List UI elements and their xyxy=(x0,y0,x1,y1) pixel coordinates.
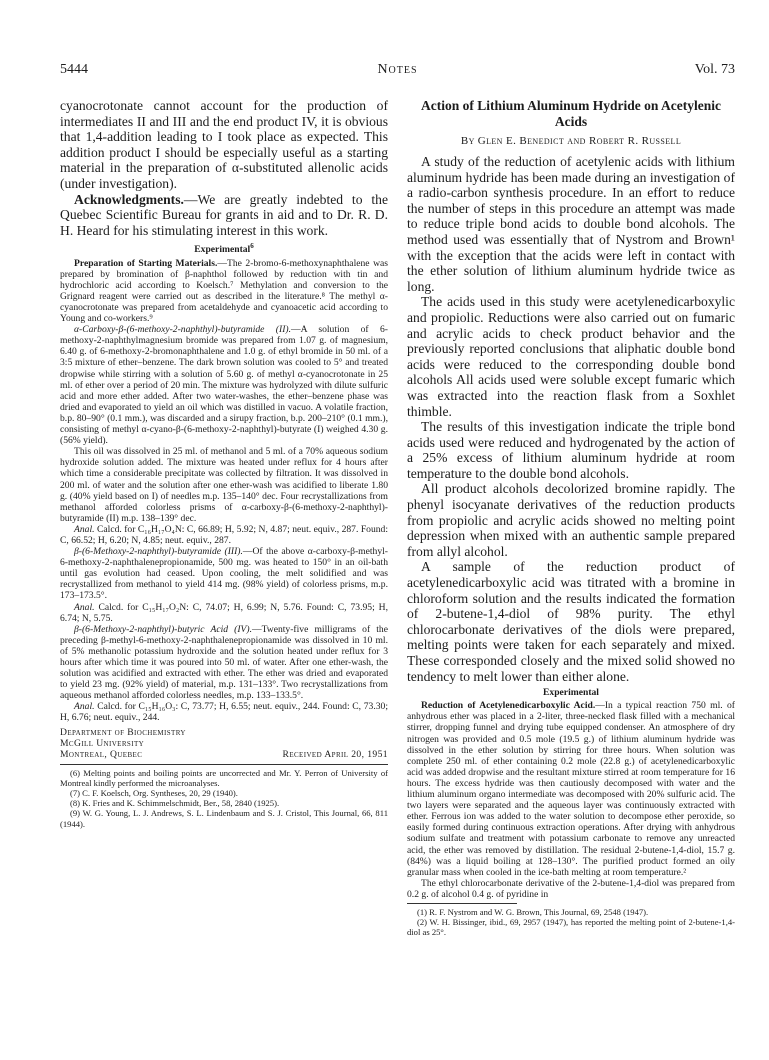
iv-heading: β-(6-Methoxy-2-naphthyl)-butyric Acid (IV). xyxy=(74,623,252,635)
intro-paragraph: cyanocrotonate cannot account for the production of intermediates II and III and the end product IV, it is obvious that 1,4-addition leading to I took place as expected. This addition product I should be especially useful as a starting material in the preparation of α-substituted allenolic acids (under investigation). xyxy=(60,98,388,191)
dept-line-2: McGill University xyxy=(60,737,145,749)
footnote-6: (6) Melting points and boiling points are uncorrected and Mr. Y. Perron of University of Montreal kindly performed the microanalyses. xyxy=(60,767,388,788)
right-paragraph-4: All product alcohols decolorized bromine rapidly. The phenyl isocyanate derivatives of the reduction products from propiolic and acrylic acids showed no melting point depression when mixed with an authentic sample prepared from allyl alcohol. xyxy=(407,481,735,559)
amide-heading: α-Carboxy-β-(6-methoxy-2-naphthyl)-butyramide (II). xyxy=(74,324,291,336)
article-title: Action of Lithium Aluminum Hydride on Acetylenic Acids xyxy=(420,98,721,129)
prep-heading: Preparation of Starting Materials. xyxy=(74,257,218,269)
right-experimental-heading: Experimental xyxy=(543,687,599,699)
ethyl-paragraph: The ethyl chlorocarbonate derivative of the 2-butene-1,4-diol was prepared from 0.2 g. of alcohol 0.4 g. of pyridine in xyxy=(407,877,735,900)
byline: By Glen E. Benedict and Robert R. Russell xyxy=(460,135,682,147)
analysis-1: Anal. Calcd. for C₁₆H₁₇O₄N: C, 66.89; H, 5.92; N, 4.87; neut. equiv., 287. Found: C, 66.52; H, 6.20; N, 4.85; neut. equiv., 287. xyxy=(60,523,389,546)
acknowledgments-paragraph xyxy=(60,192,388,239)
received-date: Received April 20, 1951 xyxy=(282,748,388,760)
acknowledgments-text: —We are greatly indebted to the Quebec Scientific Bureau for grants in aid and to Dr. R. D. H. Heard for his stimulating interest in this work. xyxy=(60,191,388,238)
amide-text: —A solution of 6-methoxy-2-naphthylmagnesium bromide was prepared from 1.07 g. of magnesium, 6.40 g. of 6-methoxy-2-bromonaphthalene and 1.0 g. of ethyl bromide in 50 ml. of a 3:5 mixture of ether–benzene. The dark brown solution was cooled to 5° and treated dropwise while stirring with a solution of 5.60 g. of methyl α-cyanocrotonate in 25 ml. of ether over a period of 20 min. The mixture was hydrolyzed with dilute sulfuric acid and more ether added. After two water-washes, the ether–benzene phase was dried and evaporated to yield an oil which was distilled in vacuo. A volatile fraction, b.p. 80–90° (0.1 mm.), was discarded and a sirupy fraction, b.p. 200–210° (0.1 mm.), consisting of methyl α-cyano-β-(6-methoxy-2-naphthyl)-butyrate (I) weighed 4.30 g. (56% yield). xyxy=(60,324,388,447)
oil-paragraph: This oil was dissolved in 25 ml. of methanol and 5 ml. of a 70% aqueous sodium hydroxide solution added. The mixture was heated under reflux for 4 hours after which time a considerable precipitate was collected by filtration. It was dissolved in 200 ml. of water and the solution after one ether-wash was acidified to liberate 1.80 g. (40% yield based on I) of needles m.p. 135–140° dec. Four recrystallizations from methanol afforded colorless prisms of α-carboxy-β-(6-methoxy-2-naphthyl)-butyramide (II) m.p. 138–139° dec. xyxy=(60,446,388,524)
dept-line-3: Montreal, Quebec xyxy=(60,748,143,760)
reduction-paragraph xyxy=(407,700,735,878)
dept-line-3-row xyxy=(60,749,388,760)
iii-text: —Of the above α-carboxy-β-methyl-6-methoxy-2-naphthalenepropionamide, 500 mg. was heated to 150° in an oil-bath until gas evolution had ceased. Upon cooling, the melt solidified and was recrystallized from methanol to yield 414 mg. (98% yield) of colorless prisms, m.p. 173–173.5°. xyxy=(60,546,388,602)
iii-heading: β-(6-Methoxy-2-naphthyl)-butyramide (III). xyxy=(74,546,243,558)
iv-text: —Twenty-five milligrams of the preceding β-methyl-6-methoxy-2-naphthalenepropionamide was dissolved in 10 ml. of 5% methanolic potassium hydroxide and the solution heated under reflux for 3 hours after which time it was poured into 50 ml. of water. After one ether-wash, the solution was acidified and extracted with ether. The ether was dried and evaporated to yield 23 mg. (92% yield) of material, m.p. 131–133°. Two recrystallizations from aqueous methanol afforded colorless needles, m.p. 133–133.5°. xyxy=(60,623,388,702)
authors: Glen E. Benedict and Robert R. Russell xyxy=(477,135,682,147)
experimental-heading: Experimental$^6$ xyxy=(194,242,254,256)
prep-paragraph xyxy=(60,258,388,325)
right-paragraph-5: A sample of the reduction product of acetylenedicarboxylic acid was titrated with a bromine in chloroform solution and the results indicated the formation of 2-butene-1,4-diol of 98% purity. The ethyl chlorocarbonate derivatives of the diols were prepared, melting points were taken for each separately and mixed. These corresponded closely and the mixed solid showed no tendency to melt lower than either alone. xyxy=(407,559,735,684)
page-number: 5444 xyxy=(60,62,88,77)
footnote-1: (1) R. F. Nystrom and W. G. Brown, This Journal, 69, 2548 (1947). xyxy=(417,906,649,917)
iv-paragraph xyxy=(60,624,388,702)
footnote-divider xyxy=(60,764,388,765)
journal-page xyxy=(60,62,735,1042)
footnote-7: (7) C. F. Koelsch, Org. Syntheses, 20, 29 (1940). xyxy=(70,787,238,798)
prep-text: —The 2-bromo-6-methoxynaphthalene was prepared by bromination of β-naphthol followed by reduction with tin and hydrochloric acid according to Koelsch.⁷ Methylation and conversion to the Grignard reagent were carried out as described in the literature.⁸ The methyl α-cyanocrotonate was prepared from acetaldehyde and cyanoacetic acid according to Young and co-workers.⁹ xyxy=(60,257,388,325)
footnote-9: (9) W. G. Young, L. J. Andrews, S. L. Lindenbaum and S. J. Cristol, This Journal, 66, 811 (1944). xyxy=(60,808,388,829)
iii-paragraph xyxy=(60,546,388,601)
left-column xyxy=(60,98,388,829)
dept-line-1: Department of Biochemistry xyxy=(60,726,186,738)
affiliation-block xyxy=(60,727,388,760)
right-column xyxy=(407,98,735,938)
page-header xyxy=(60,62,735,78)
footnote-2: (2) W. H. Bissinger, ibid., 69, 2957 (1947), has reported the melting point of 2-butene-1,4-diol as 25°. xyxy=(407,917,735,938)
footnote-8: (8) K. Fries and K. Schimmelschmidt, Ber., 58, 2840 (1925). xyxy=(70,798,280,809)
right-paragraph-3: The results of this investigation indicate the triple bond acids used were reduced and hydrogenated by the action of a 25% excess of lithium aluminum hydride at room temperature to the double bond alcohols. xyxy=(407,419,735,481)
analysis-3: Anal. Calcd. for C₁₅H₁₆O₃: C, 73.77; H, 6.55; neut. equiv., 244. Found: C, 73.30; H, 6.76; neut. equiv., 244. xyxy=(60,701,388,724)
right-paragraph-2: The acids used in this study were acetylenedicarboxylic and propiolic. Reductions were also carried out on fumaric and acrylic acids to check product behavior and the previously reported conclusions that aliphatic double bond acids were reduced to the corresponding double bond alcohols All acids used were soluble except fumaric which was extracted into the reaction flask from a Soxhlet thimble. xyxy=(407,294,735,419)
right-paragraph-1: A study of the reduction of acetylenic acids with lithium aluminum hydride has been made during an investigation of a radio-carbon synthesis procedure. In an effort to reduce the number of steps in this procedure an attempt was made to reduce triple bond acids to double bond alcohols. The method used was essentially that of Nystrom and Brown¹ with the exception that the acids were left in contact with the ether solution of lithium aluminum hydride twice as long. xyxy=(407,154,735,294)
acknowledgments-heading: Acknowledgments. xyxy=(74,191,184,207)
analysis-2: Anal. Calcd. for C₁₅H₁₇O₂N: C, 74.07; H, 6.99; N, 5.76. Found: C, 73.95; H, 6.74; N, 5.75. xyxy=(60,601,388,624)
reduction-text: —In a typical reaction 750 ml. of anhydrous ether was placed in a 2-liter, three-necked flask filled with a mechanical stirrer, dropping funnel and drying tube equipped condenser. An atmosphere of dry nitrogen was provided and 0.5 mole (19.5 g.) of lithium aluminum hydride was dissolved in the ether solution by stirring for three hours. When solution was complete 250 ml. of ether containing 0.2 mole (22.8 g.) of acetylenedicarboxylic acid was added dropwise and the resultant mixture stirred at room temperature for 16 hours. The excess hydride was then cautiously decomposed with water and the lithium aluminum organo intermediate was decomposed with 20% sulfuric acid. The two layers were separated and the aqueous layer was continuously extracted with ether. Ferrous ion was added to the water solution to decompose ether peroxide, so easily formed during continuous extraction operations. After drying with anhydrous sodium sulfate and treatment with potassium carbonate to remove any unreacted acid, the ether was removed by distillation. The residual 2-butene-1,4-diol, 15.7 g. (84%) was a liquid boiling at 128–130°. The purified product formed an oily granular mass when cooled in the ice-bath melting at room temperature.² xyxy=(407,700,735,878)
running-title: Notes xyxy=(377,62,418,77)
amide-paragraph xyxy=(60,324,388,446)
reduction-heading: Reduction of Acetylenedicarboxylic Acid. xyxy=(421,700,596,712)
volume-label: Vol. 73 xyxy=(694,62,735,77)
right-footnote-divider xyxy=(407,903,517,904)
